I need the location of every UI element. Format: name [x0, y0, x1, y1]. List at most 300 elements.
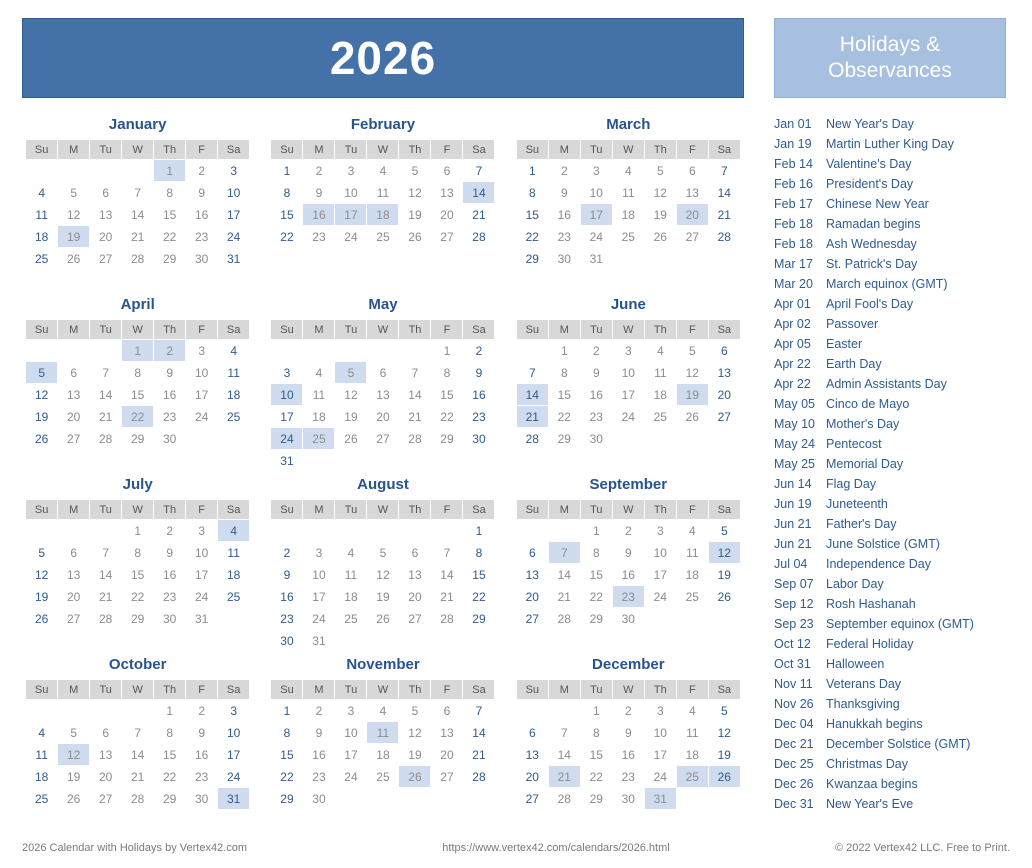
day-cell[interactable]: 11: [218, 362, 250, 384]
day-cell[interactable]: 13: [90, 744, 122, 766]
day-cell[interactable]: 13: [708, 362, 740, 384]
day-cell[interactable]: 19: [335, 406, 367, 428]
day-cell[interactable]: 29: [580, 608, 612, 630]
day-cell[interactable]: 25: [676, 766, 708, 788]
day-cell[interactable]: 15: [154, 204, 186, 226]
day-cell[interactable]: 16: [548, 204, 580, 226]
day-cell[interactable]: 12: [58, 744, 90, 766]
day-cell[interactable]: 15: [271, 744, 303, 766]
day-cell[interactable]: 15: [271, 204, 303, 226]
day-cell[interactable]: 22: [463, 586, 495, 608]
day-cell[interactable]: 31: [303, 630, 335, 652]
day-cell[interactable]: 30: [186, 788, 218, 810]
day-cell[interactable]: 21: [431, 586, 463, 608]
day-cell[interactable]: 22: [122, 406, 154, 428]
day-cell[interactable]: 29: [122, 608, 154, 630]
day-cell[interactable]: 7: [122, 722, 154, 744]
day-cell[interactable]: 17: [612, 384, 644, 406]
day-cell[interactable]: 1: [463, 520, 495, 542]
day-cell[interactable]: 20: [90, 226, 122, 248]
day-cell[interactable]: 9: [303, 182, 335, 204]
day-cell[interactable]: 5: [708, 700, 740, 722]
day-cell[interactable]: 24: [335, 226, 367, 248]
day-cell[interactable]: 27: [58, 608, 90, 630]
day-cell[interactable]: 14: [122, 204, 154, 226]
day-cell[interactable]: 22: [516, 226, 548, 248]
day-cell[interactable]: 21: [90, 406, 122, 428]
day-cell[interactable]: 10: [186, 542, 218, 564]
day-cell[interactable]: 12: [399, 182, 431, 204]
day-cell[interactable]: 19: [58, 766, 90, 788]
day-cell[interactable]: 30: [154, 608, 186, 630]
day-cell[interactable]: 31: [580, 248, 612, 270]
day-cell[interactable]: 28: [516, 428, 548, 450]
day-cell[interactable]: 19: [676, 384, 708, 406]
day-cell[interactable]: 3: [644, 520, 676, 542]
day-cell[interactable]: 23: [303, 226, 335, 248]
day-cell[interactable]: 16: [463, 384, 495, 406]
day-cell[interactable]: 9: [271, 564, 303, 586]
day-cell[interactable]: 7: [431, 542, 463, 564]
day-cell[interactable]: 2: [303, 160, 335, 182]
day-cell[interactable]: 9: [186, 182, 218, 204]
day-cell[interactable]: 24: [186, 586, 218, 608]
day-cell[interactable]: 12: [676, 362, 708, 384]
day-cell[interactable]: 8: [271, 182, 303, 204]
day-cell[interactable]: 21: [463, 744, 495, 766]
day-cell[interactable]: 26: [708, 766, 740, 788]
day-cell[interactable]: 4: [676, 520, 708, 542]
day-cell[interactable]: 10: [335, 722, 367, 744]
day-cell[interactable]: 25: [644, 406, 676, 428]
day-cell[interactable]: 22: [548, 406, 580, 428]
day-cell[interactable]: 26: [399, 226, 431, 248]
day-cell[interactable]: 6: [367, 362, 399, 384]
day-cell[interactable]: 9: [186, 722, 218, 744]
day-cell[interactable]: 12: [58, 204, 90, 226]
day-cell[interactable]: 1: [271, 700, 303, 722]
day-cell[interactable]: 12: [367, 564, 399, 586]
day-cell[interactable]: 12: [399, 722, 431, 744]
day-cell[interactable]: 4: [218, 520, 250, 542]
day-cell[interactable]: 19: [58, 226, 90, 248]
day-cell[interactable]: 20: [58, 586, 90, 608]
day-cell[interactable]: 23: [303, 766, 335, 788]
day-cell[interactable]: 15: [580, 744, 612, 766]
day-cell[interactable]: 6: [90, 722, 122, 744]
day-cell[interactable]: 19: [708, 744, 740, 766]
day-cell[interactable]: 13: [516, 744, 548, 766]
day-cell[interactable]: 24: [186, 406, 218, 428]
day-cell[interactable]: 27: [431, 226, 463, 248]
day-cell[interactable]: 7: [463, 700, 495, 722]
day-cell[interactable]: 14: [90, 564, 122, 586]
day-cell[interactable]: 16: [612, 564, 644, 586]
day-cell[interactable]: 3: [218, 160, 250, 182]
day-cell[interactable]: 1: [580, 520, 612, 542]
day-cell[interactable]: 16: [186, 204, 218, 226]
day-cell[interactable]: 10: [644, 542, 676, 564]
day-cell[interactable]: 17: [335, 204, 367, 226]
day-cell[interactable]: 5: [644, 160, 676, 182]
day-cell[interactable]: 10: [218, 722, 250, 744]
day-cell[interactable]: 31: [271, 450, 303, 472]
day-cell[interactable]: 18: [335, 586, 367, 608]
day-cell[interactable]: 24: [644, 766, 676, 788]
day-cell[interactable]: 19: [26, 586, 58, 608]
day-cell[interactable]: 5: [26, 542, 58, 564]
day-cell[interactable]: 13: [431, 182, 463, 204]
day-cell[interactable]: 21: [90, 586, 122, 608]
day-cell[interactable]: 4: [612, 160, 644, 182]
day-cell[interactable]: 18: [218, 384, 250, 406]
day-cell[interactable]: 25: [218, 586, 250, 608]
day-cell[interactable]: 30: [303, 788, 335, 810]
day-cell[interactable]: 28: [708, 226, 740, 248]
day-cell[interactable]: 1: [122, 340, 154, 362]
day-cell[interactable]: 21: [399, 406, 431, 428]
day-cell[interactable]: 23: [154, 406, 186, 428]
day-cell[interactable]: 3: [335, 160, 367, 182]
day-cell[interactable]: 16: [154, 384, 186, 406]
day-cell[interactable]: 25: [335, 608, 367, 630]
day-cell[interactable]: 28: [399, 428, 431, 450]
day-cell[interactable]: 20: [399, 586, 431, 608]
day-cell[interactable]: 11: [644, 362, 676, 384]
day-cell[interactable]: 30: [154, 428, 186, 450]
day-cell[interactable]: 15: [516, 204, 548, 226]
day-cell[interactable]: 5: [58, 722, 90, 744]
day-cell[interactable]: 17: [186, 384, 218, 406]
day-cell[interactable]: 29: [154, 248, 186, 270]
day-cell[interactable]: 7: [122, 182, 154, 204]
day-cell[interactable]: 4: [676, 700, 708, 722]
day-cell[interactable]: 1: [431, 340, 463, 362]
day-cell[interactable]: 2: [154, 340, 186, 362]
day-cell[interactable]: 13: [90, 204, 122, 226]
day-cell[interactable]: 4: [26, 182, 58, 204]
day-cell[interactable]: 1: [548, 340, 580, 362]
day-cell[interactable]: 21: [548, 766, 580, 788]
day-cell[interactable]: 9: [303, 722, 335, 744]
day-cell[interactable]: 8: [463, 542, 495, 564]
day-cell[interactable]: 4: [367, 700, 399, 722]
day-cell[interactable]: 4: [303, 362, 335, 384]
day-cell[interactable]: 15: [431, 384, 463, 406]
day-cell[interactable]: 27: [516, 608, 548, 630]
day-cell[interactable]: 8: [154, 182, 186, 204]
day-cell[interactable]: 11: [367, 182, 399, 204]
day-cell[interactable]: 26: [676, 406, 708, 428]
day-cell[interactable]: 12: [708, 722, 740, 744]
day-cell[interactable]: 23: [580, 406, 612, 428]
day-cell[interactable]: 7: [463, 160, 495, 182]
day-cell[interactable]: 20: [516, 766, 548, 788]
day-cell[interactable]: 13: [516, 564, 548, 586]
day-cell[interactable]: 7: [708, 160, 740, 182]
day-cell[interactable]: 22: [122, 586, 154, 608]
day-cell[interactable]: 19: [708, 564, 740, 586]
day-cell[interactable]: 29: [271, 788, 303, 810]
day-cell[interactable]: 28: [122, 248, 154, 270]
day-cell[interactable]: 15: [154, 744, 186, 766]
day-cell[interactable]: 3: [644, 700, 676, 722]
day-cell[interactable]: 27: [58, 428, 90, 450]
day-cell[interactable]: 7: [399, 362, 431, 384]
day-cell[interactable]: 8: [516, 182, 548, 204]
day-cell[interactable]: 19: [644, 204, 676, 226]
day-cell[interactable]: 6: [676, 160, 708, 182]
day-cell[interactable]: 23: [186, 226, 218, 248]
day-cell[interactable]: 6: [431, 700, 463, 722]
day-cell[interactable]: 20: [676, 204, 708, 226]
day-cell[interactable]: 28: [90, 428, 122, 450]
day-cell[interactable]: 4: [367, 160, 399, 182]
day-cell[interactable]: 30: [271, 630, 303, 652]
day-cell[interactable]: 23: [271, 608, 303, 630]
day-cell[interactable]: 13: [367, 384, 399, 406]
day-cell[interactable]: 5: [58, 182, 90, 204]
day-cell[interactable]: 6: [708, 340, 740, 362]
day-cell[interactable]: 27: [90, 248, 122, 270]
day-cell[interactable]: 21: [708, 204, 740, 226]
day-cell[interactable]: 25: [367, 766, 399, 788]
day-cell[interactable]: 5: [399, 700, 431, 722]
day-cell[interactable]: 6: [399, 542, 431, 564]
day-cell[interactable]: 20: [516, 586, 548, 608]
day-cell[interactable]: 3: [186, 340, 218, 362]
day-cell[interactable]: 1: [122, 520, 154, 542]
day-cell[interactable]: 25: [612, 226, 644, 248]
day-cell[interactable]: 19: [26, 406, 58, 428]
day-cell[interactable]: 3: [612, 340, 644, 362]
day-cell[interactable]: 30: [580, 428, 612, 450]
day-cell[interactable]: 27: [431, 766, 463, 788]
day-cell[interactable]: 24: [580, 226, 612, 248]
day-cell[interactable]: 1: [271, 160, 303, 182]
day-cell[interactable]: 18: [26, 766, 58, 788]
day-cell[interactable]: 22: [271, 226, 303, 248]
day-cell[interactable]: 9: [548, 182, 580, 204]
day-cell[interactable]: 3: [271, 362, 303, 384]
day-cell[interactable]: 25: [367, 226, 399, 248]
day-cell[interactable]: 24: [271, 428, 303, 450]
day-cell[interactable]: 2: [186, 700, 218, 722]
day-cell[interactable]: 25: [676, 586, 708, 608]
day-cell[interactable]: 25: [218, 406, 250, 428]
day-cell[interactable]: 13: [58, 564, 90, 586]
day-cell[interactable]: 23: [612, 766, 644, 788]
day-cell[interactable]: 9: [580, 362, 612, 384]
day-cell[interactable]: 10: [303, 564, 335, 586]
day-cell[interactable]: 14: [431, 564, 463, 586]
day-cell[interactable]: 28: [463, 226, 495, 248]
day-cell[interactable]: 3: [186, 520, 218, 542]
day-cell[interactable]: 13: [399, 564, 431, 586]
day-cell[interactable]: 26: [26, 428, 58, 450]
day-cell[interactable]: 22: [154, 766, 186, 788]
day-cell[interactable]: 11: [676, 542, 708, 564]
day-cell[interactable]: 8: [122, 542, 154, 564]
day-cell[interactable]: 10: [580, 182, 612, 204]
day-cell[interactable]: 1: [154, 160, 186, 182]
day-cell[interactable]: 5: [399, 160, 431, 182]
day-cell[interactable]: 8: [271, 722, 303, 744]
day-cell[interactable]: 2: [186, 160, 218, 182]
day-cell[interactable]: 2: [548, 160, 580, 182]
day-cell[interactable]: 6: [58, 362, 90, 384]
day-cell[interactable]: 8: [431, 362, 463, 384]
day-cell[interactable]: 17: [186, 564, 218, 586]
day-cell[interactable]: 5: [708, 520, 740, 542]
day-cell[interactable]: 23: [186, 766, 218, 788]
day-cell[interactable]: 28: [548, 608, 580, 630]
day-cell[interactable]: 27: [676, 226, 708, 248]
day-cell[interactable]: 10: [644, 722, 676, 744]
day-cell[interactable]: 21: [122, 766, 154, 788]
day-cell[interactable]: 25: [26, 788, 58, 810]
day-cell[interactable]: 18: [367, 204, 399, 226]
day-cell[interactable]: 10: [335, 182, 367, 204]
day-cell[interactable]: 2: [612, 520, 644, 542]
day-cell[interactable]: 11: [676, 722, 708, 744]
day-cell[interactable]: 1: [516, 160, 548, 182]
day-cell[interactable]: 20: [58, 406, 90, 428]
day-cell[interactable]: 17: [218, 744, 250, 766]
day-cell[interactable]: 5: [676, 340, 708, 362]
day-cell[interactable]: 4: [26, 722, 58, 744]
day-cell[interactable]: 16: [303, 744, 335, 766]
day-cell[interactable]: 31: [218, 788, 250, 810]
day-cell[interactable]: 20: [367, 406, 399, 428]
day-cell[interactable]: 14: [399, 384, 431, 406]
day-cell[interactable]: 14: [516, 384, 548, 406]
day-cell[interactable]: 27: [516, 788, 548, 810]
day-cell[interactable]: 13: [431, 722, 463, 744]
day-cell[interactable]: 16: [186, 744, 218, 766]
day-cell[interactable]: 9: [612, 722, 644, 744]
day-cell[interactable]: 23: [612, 586, 644, 608]
day-cell[interactable]: 20: [90, 766, 122, 788]
day-cell[interactable]: 20: [708, 384, 740, 406]
day-cell[interactable]: 3: [335, 700, 367, 722]
day-cell[interactable]: 9: [154, 542, 186, 564]
day-cell[interactable]: 11: [367, 722, 399, 744]
day-cell[interactable]: 13: [676, 182, 708, 204]
day-cell[interactable]: 5: [26, 362, 58, 384]
day-cell[interactable]: 26: [708, 586, 740, 608]
day-cell[interactable]: 14: [548, 744, 580, 766]
day-cell[interactable]: 28: [431, 608, 463, 630]
day-cell[interactable]: 15: [122, 564, 154, 586]
day-cell[interactable]: 10: [218, 182, 250, 204]
day-cell[interactable]: 11: [26, 744, 58, 766]
day-cell[interactable]: 15: [580, 564, 612, 586]
day-cell[interactable]: 28: [548, 788, 580, 810]
day-cell[interactable]: 27: [708, 406, 740, 428]
day-cell[interactable]: 10: [186, 362, 218, 384]
day-cell[interactable]: 18: [367, 744, 399, 766]
day-cell[interactable]: 10: [271, 384, 303, 406]
day-cell[interactable]: 7: [548, 722, 580, 744]
day-cell[interactable]: 25: [303, 428, 335, 450]
day-cell[interactable]: 16: [271, 586, 303, 608]
day-cell[interactable]: 29: [431, 428, 463, 450]
day-cell[interactable]: 6: [90, 182, 122, 204]
day-cell[interactable]: 10: [612, 362, 644, 384]
day-cell[interactable]: 8: [548, 362, 580, 384]
day-cell[interactable]: 22: [431, 406, 463, 428]
day-cell[interactable]: 7: [90, 362, 122, 384]
day-cell[interactable]: 14: [122, 744, 154, 766]
day-cell[interactable]: 29: [580, 788, 612, 810]
day-cell[interactable]: 25: [26, 248, 58, 270]
day-cell[interactable]: 19: [367, 586, 399, 608]
day-cell[interactable]: 24: [218, 226, 250, 248]
day-cell[interactable]: 24: [335, 766, 367, 788]
day-cell[interactable]: 26: [335, 428, 367, 450]
day-cell[interactable]: 22: [580, 766, 612, 788]
day-cell[interactable]: 4: [218, 340, 250, 362]
day-cell[interactable]: 19: [399, 744, 431, 766]
day-cell[interactable]: 23: [463, 406, 495, 428]
day-cell[interactable]: 26: [399, 766, 431, 788]
day-cell[interactable]: 24: [644, 586, 676, 608]
day-cell[interactable]: 9: [612, 542, 644, 564]
day-cell[interactable]: 30: [548, 248, 580, 270]
day-cell[interactable]: 31: [186, 608, 218, 630]
day-cell[interactable]: 12: [644, 182, 676, 204]
day-cell[interactable]: 7: [90, 542, 122, 564]
day-cell[interactable]: 19: [399, 204, 431, 226]
day-cell[interactable]: 13: [58, 384, 90, 406]
day-cell[interactable]: 7: [548, 542, 580, 564]
day-cell[interactable]: 12: [335, 384, 367, 406]
day-cell[interactable]: 2: [303, 700, 335, 722]
day-cell[interactable]: 27: [90, 788, 122, 810]
day-cell[interactable]: 15: [122, 384, 154, 406]
day-cell[interactable]: 12: [26, 384, 58, 406]
day-cell[interactable]: 18: [303, 406, 335, 428]
day-cell[interactable]: 11: [303, 384, 335, 406]
day-cell[interactable]: 2: [271, 542, 303, 564]
day-cell[interactable]: 11: [218, 542, 250, 564]
day-cell[interactable]: 2: [580, 340, 612, 362]
day-cell[interactable]: 18: [26, 226, 58, 248]
day-cell[interactable]: 17: [580, 204, 612, 226]
day-cell[interactable]: 17: [218, 204, 250, 226]
day-cell[interactable]: 4: [335, 542, 367, 564]
day-cell[interactable]: 7: [516, 362, 548, 384]
day-cell[interactable]: 27: [367, 428, 399, 450]
day-cell[interactable]: 14: [463, 722, 495, 744]
day-cell[interactable]: 22: [580, 586, 612, 608]
day-cell[interactable]: 29: [548, 428, 580, 450]
day-cell[interactable]: 12: [708, 542, 740, 564]
day-cell[interactable]: 15: [463, 564, 495, 586]
day-cell[interactable]: 18: [218, 564, 250, 586]
day-cell[interactable]: 18: [676, 744, 708, 766]
day-cell[interactable]: 24: [303, 608, 335, 630]
day-cell[interactable]: 30: [612, 788, 644, 810]
day-cell[interactable]: 17: [271, 406, 303, 428]
day-cell[interactable]: 21: [548, 586, 580, 608]
day-cell[interactable]: 12: [26, 564, 58, 586]
day-cell[interactable]: 17: [644, 744, 676, 766]
day-cell[interactable]: 9: [154, 362, 186, 384]
day-cell[interactable]: 8: [580, 542, 612, 564]
day-cell[interactable]: 28: [90, 608, 122, 630]
